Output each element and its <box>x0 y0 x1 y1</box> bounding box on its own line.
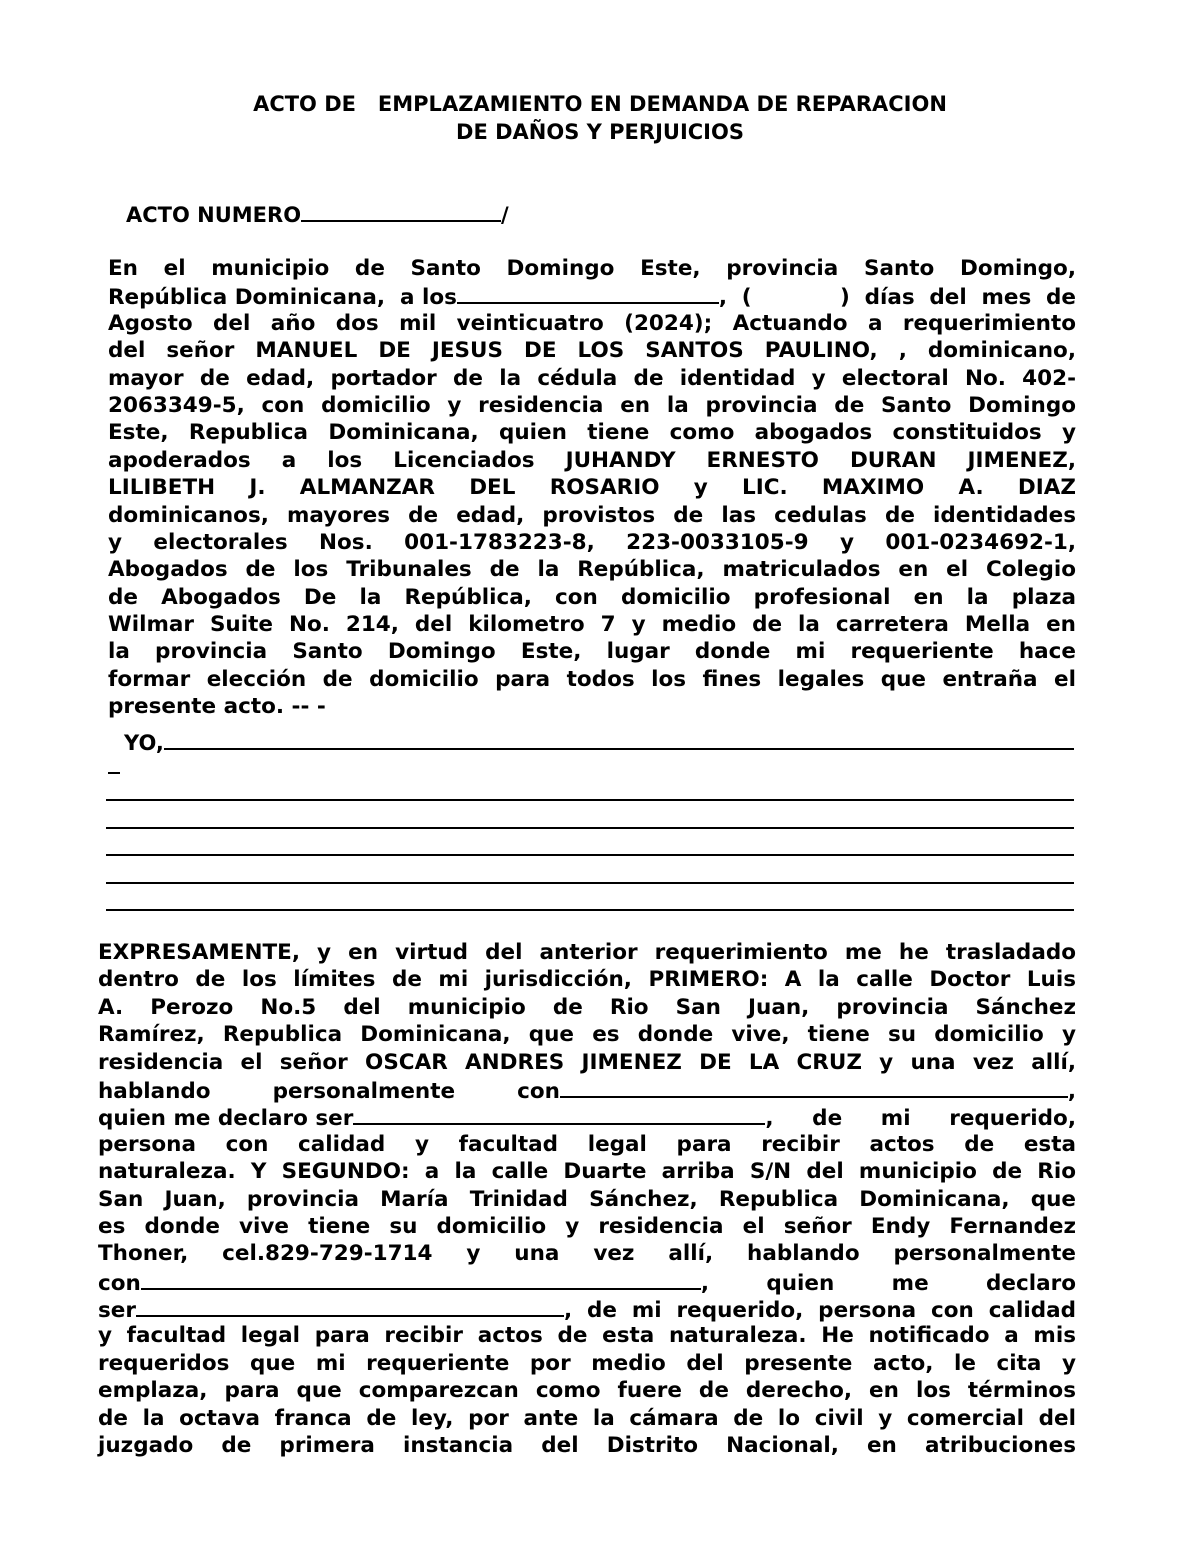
title-line-2: DE DAÑOS Y PERJUICIOS <box>456 120 744 144</box>
text-line: juzgado de primera instancia del Distrito Nacional, en atribuciones <box>98 1433 1076 1459</box>
blank-line <box>106 909 1074 911</box>
text-line: Agosto del año dos mil veinticuatro (2024); Actuando a requerimiento <box>108 310 1076 336</box>
paragraph-1 <box>108 255 1076 721</box>
yo-row <box>124 728 1074 757</box>
text-line <box>98 1103 1076 1130</box>
text-fragment: con <box>98 1270 141 1296</box>
text-line: dentro de los límites de mi jurisdicción, PRIMERO: A la calle Doctor Luis <box>98 967 1076 993</box>
blank-field <box>141 1268 701 1290</box>
text-line: residencia el señor OSCAR ANDRES JIMENEZ DE LA CRUZ y una vez allí, <box>98 1049 1076 1075</box>
text-line: mayor de edad, portador de la cédula de identidad y electoral No. 402- <box>108 365 1076 391</box>
blank-line <box>106 882 1074 884</box>
acto-numero <box>126 200 509 229</box>
text-fragment: , ( ) días del mes de <box>718 285 1076 311</box>
text-line <box>98 1295 1076 1322</box>
text-line: emplaza, para que comparezcan como fuere de derecho, en los términos <box>98 1378 1076 1404</box>
text-line: la provincia Santo Domingo Este, lugar donde mi requeriente hace <box>108 639 1076 665</box>
text-fragment: , quien me declaro <box>700 1270 1076 1296</box>
text-line: formar elección de domicilio para todos los fines legales que entraña el <box>108 666 1076 692</box>
text-line: Este, Republica Dominicana, quien tiene como abogados constituidos y <box>108 420 1076 446</box>
text-line <box>98 1268 1076 1295</box>
yo-label: YO, <box>124 731 164 755</box>
yo-blank <box>164 728 1074 750</box>
document-title <box>0 90 1200 146</box>
acto-numero-blank <box>301 200 501 222</box>
text-line: del señor MANUEL DE JESUS DE LOS SANTOS PAULINO, , dominicano, <box>108 338 1076 364</box>
text-line: Thoner, cel.829-729-1714 y una vez allí, hablando personalmente <box>98 1241 1076 1267</box>
blank-field <box>136 1295 564 1317</box>
text-line: es donde vive tiene su domicilio y residencia el señor Endy Fernandez <box>98 1213 1076 1239</box>
text-fragment: , de mi requerido, <box>765 1106 1076 1132</box>
title-line-1: ACTO DE EMPLAZAMIENTO EN DEMANDA DE REPARACION <box>253 92 947 116</box>
text-line: San Juan, provincia María Trinidad Sánchez, Republica Dominicana, que <box>98 1186 1076 1212</box>
text-line: persona con calidad y facultad legal para recibir actos de esta <box>98 1131 1076 1157</box>
text-line: y facultad legal para recibir actos de esta naturaleza. He notificado a mis <box>98 1323 1076 1349</box>
text-fragment: quien me declaro ser <box>98 1106 354 1132</box>
blank-line <box>106 854 1074 856</box>
text-line <box>98 1076 1076 1103</box>
text-line: 2063349-5, con domicilio y residencia en la provincia de Santo Domingo <box>108 392 1076 418</box>
text-fragment: hablando personalmente con <box>98 1078 560 1104</box>
text-line <box>108 282 1076 309</box>
text-fragment: , <box>1067 1078 1076 1104</box>
text-line: apoderados a los Licenciados JUHANDY ERNESTO DURAN JIMENEZ, <box>108 447 1076 473</box>
blank-field <box>560 1076 1068 1098</box>
text-fragment: ser <box>98 1298 136 1324</box>
text-line: de Abogados De la República, con domicilio profesional en la plaza <box>108 584 1076 610</box>
paragraph-2 <box>98 939 1076 1459</box>
text-line: EXPRESAMENTE, y en virtud del anterior requerimiento me he trasladado <box>98 940 1076 965</box>
text-line: Abogados de los Tribunales de la República, matriculados en el Colegio <box>108 557 1076 583</box>
text-line: Wilmar Suite No. 214, del kilometro 7 y medio de la carretera Mella en <box>108 612 1076 638</box>
text-fragment: República Dominicana, a los <box>108 285 457 311</box>
acto-numero-label: ACTO NUMERO <box>126 203 302 227</box>
text-fragment: , de mi requerido, persona con calidad <box>563 1298 1076 1324</box>
text-line: y electorales Nos. 001-1783223-8, 223-0033105-9 y 001-0234692-1, <box>108 529 1076 555</box>
text-line: requeridos que mi requeriente por medio del presente acto, le cita y <box>98 1350 1076 1376</box>
text-line: LILIBETH J. ALMANZAR DEL ROSARIO y LIC. MAXIMO A. DIAZ <box>108 475 1076 501</box>
text-line: de la octava franca de ley, por ante la cámara de lo civil y comercial del <box>98 1405 1076 1431</box>
blank-dash <box>108 772 120 774</box>
blank-line <box>106 827 1074 829</box>
text-line: naturaleza. Y SEGUNDO: a la calle Duarte arriba S/N del municipio de Rio <box>98 1159 1076 1185</box>
text-line: Ramírez, Republica Dominicana, que es donde vive, tiene su domicilio y <box>98 1022 1076 1048</box>
date-blank <box>457 282 719 304</box>
text-line: dominicanos, mayores de edad, provistos de las cedulas de identidades <box>108 502 1076 528</box>
blank-field <box>353 1103 765 1125</box>
text-line: A. Perozo No.5 del municipio de Rio San Juan, provincia Sánchez <box>98 994 1076 1020</box>
text-line: presente acto. -- - <box>108 694 326 720</box>
text-line: En el municipio de Santo Domingo Este, provincia Santo Domingo, <box>108 256 1076 281</box>
blank-line <box>106 799 1074 801</box>
acto-numero-slash: / <box>501 203 509 227</box>
